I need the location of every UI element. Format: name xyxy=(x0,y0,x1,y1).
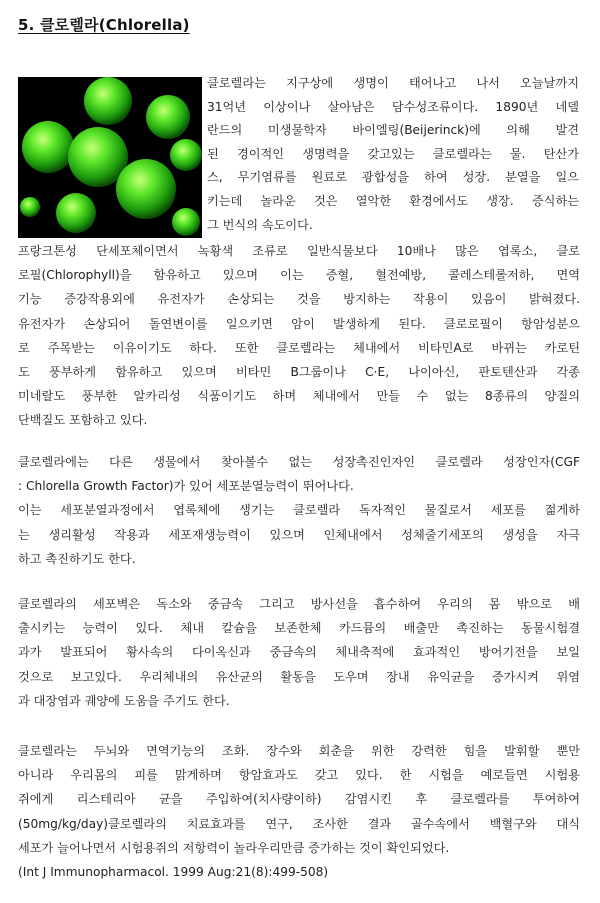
paragraph-line: 단백질도 포함하고 있다. xyxy=(18,413,148,428)
paragraph-line: 미네랄도 풍부한 알카리성 식품이기도 하며 체내에서 만들 수 없는 8종류의 양질의 xyxy=(18,389,580,404)
section-heading: 5. 클로렐라(Chlorella) xyxy=(18,16,190,34)
paragraph-line: 프랑크톤성 단세포체이면서 녹황색 조류로 일반식물보다 10배나 많은 엽록소, 클로 xyxy=(18,244,580,258)
paragraph-line: 클로렐라의 세포벽은 독소와 중금속 그리고 방사선을 흡수하여 우리의 몸 밖으로 배 xyxy=(18,597,580,611)
intro-line: 클로렐라는 지구상에 생명이 태어나고 나서 오늘날까지 xyxy=(207,76,579,90)
paragraph-line: 것으로 보고있다. 우리체내의 유산균의 활동을 도우며 장내 유익균을 증가시켜 위염 xyxy=(18,669,580,684)
paragraph-line: 로 주목받는 이유이기도 하다. 또한 클로렐라는 체내에서 비타민A로 바뀌는 카로틴 xyxy=(18,340,580,355)
intro-line: 란드의 미생물학자 바이엘링(Beijerinck)에 의해 발견 xyxy=(207,123,579,138)
intro-line: 그 번식의 속도이다. xyxy=(207,217,313,232)
paragraph-line: 과가 발표되어 황사속의 다이옥신과 중금속의 체내축적에 효과적인 방어기전을 보일 xyxy=(18,645,580,660)
paragraph-line: 클로렐라는 두뇌와 면역기능의 조화. 장수와 회춘을 위한 강력한 힘을 발휘할 뿐만 xyxy=(18,744,580,758)
paragraph-line: 과 대장염과 궤양에 도움을 주기도 한다. xyxy=(18,693,230,708)
paragraph-line: : Chlorella Growth Factor)가 있어 세포분열능력이 뛰어나다. xyxy=(18,479,354,494)
paragraph-line: 기능 증강작용외에 유전자가 손상되는 것을 방지하는 작용이 있음이 밝혀졌다. xyxy=(18,292,580,307)
chlorella-image xyxy=(18,77,202,238)
paragraph-line: 클로렐라에는 다른 생물에서 찾아볼수 없는 성장촉진인자인 클로렐라 성장인자(CGF xyxy=(18,455,580,469)
paragraph-line: 출시키는 능력이 있다. 체내 칼슘을 보존한체 카드뮴의 배출만 촉진하는 동물시험결 xyxy=(18,621,580,636)
intro-line: 키는데 놀라운 것은 열악한 환경에서도 생장. 증식하는 xyxy=(207,194,579,208)
intro-line: 된 경이적인 생명력을 갖고있는 클로렐라는 물. 탄산가 xyxy=(207,146,579,161)
paragraph-line: 아니라 우리몸의 피를 맑게하며 항암효과도 갖고 있다. 한 시험을 예로들면 시험용 xyxy=(18,768,580,783)
chlorella-cells-icon xyxy=(18,77,202,238)
paragraph-line: 유전자가 손상되어 돌연변이를 일으키면 암이 발생하게 된다. 클로로필이 항암성분으 xyxy=(18,316,580,331)
paragraph-line: 쥐에게 리스테리아 균을 주입하여(치사량이하) 감염시킨 후 클로렐라를 투여하여 xyxy=(18,792,580,807)
paragraph-line: 도 풍부하게 함유하고 있으며 비타민 B그룹이나 C·E, 나이아신, 판토텐산과 각종 xyxy=(18,365,580,379)
paragraph-line: 는 생리활성 작용과 세포재생능력이 있으며 인체내에서 성체줄기세포의 생성을 자극 xyxy=(18,527,580,542)
citation: (Int J Immunopharmacol. 1999 Aug:21(8):499-508) xyxy=(18,865,329,879)
paragraph-line: (50mg/kg/day)클로렐라의 치료효과를 연구, 조사한 결과 골수속에서 백혈구와 대식 xyxy=(18,816,580,831)
paragraph-line: 하고 촉진하기도 한다. xyxy=(18,551,136,566)
intro-line: 스, 무기염류를 원료로 광합성을 하여 성장. 분열을 일으 xyxy=(207,170,579,185)
paragraph-line: 이는 세포분열과정에서 엽록체에 생기는 클로렐라 독자적인 물질로서 세포를 젊게하 xyxy=(18,503,580,518)
paragraph-line: 세포가 늘어나면서 시험용쥐의 저항력이 놀라우리만큼 증가하는 것이 확인되었다. xyxy=(18,840,450,855)
intro-line: 31억년 이상이나 살아남은 담수성조류이다. 1890년 네델 xyxy=(207,99,579,114)
paragraph-line: 로필(Chlorophyll)을 함유하고 있으며 이는 증혈, 혈전예방, 콜레스테롤저하, 면역 xyxy=(18,268,580,283)
